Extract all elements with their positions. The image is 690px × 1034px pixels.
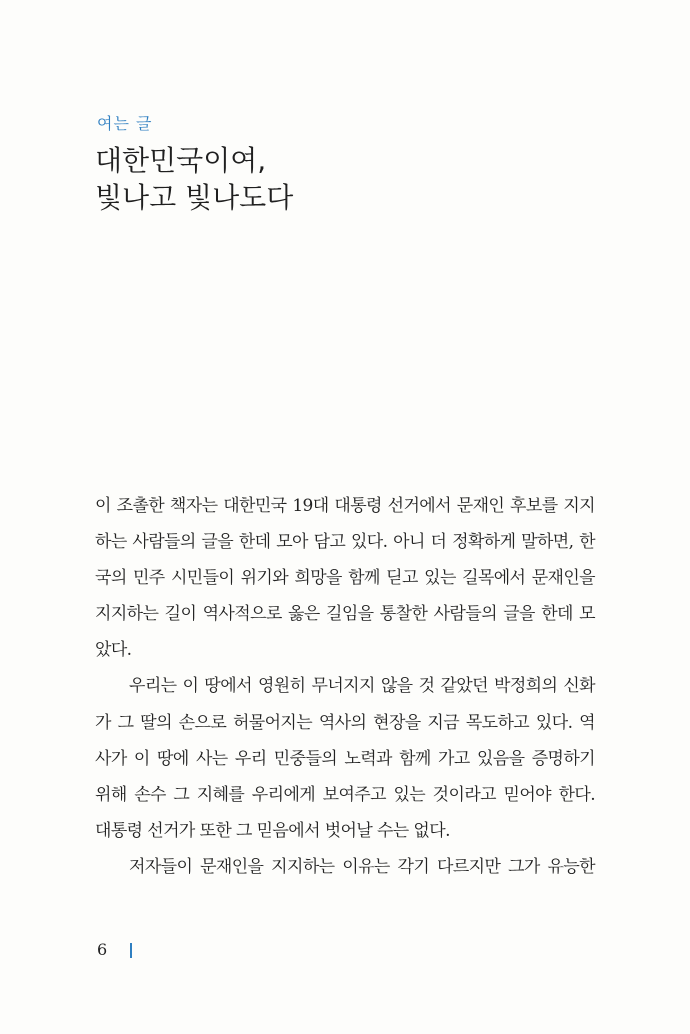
chapter-title <box>95 142 293 216</box>
body-line: 았다. <box>95 640 132 661</box>
body-line: 우리는 이 땅에서 영원히 무너지지 않을 것 같았던 박정희의 신화 <box>129 676 595 697</box>
body-line: 대통령 선거가 또한 그 믿음에서 벗어날 수는 없다. <box>95 820 450 841</box>
chapter-title-line: 대한민국이여, <box>95 144 267 177</box>
page-number: 6 <box>97 940 108 959</box>
body-line: 국의 민주 시민들이 위기와 희망을 함께 딛고 있는 길목에서 문재인을 <box>95 568 595 589</box>
body-line: 사가 이 땅에 사는 우리 민중들의 노력과 함께 가고 있음을 증명하기 <box>95 748 595 769</box>
body-line: 가 그 딸의 손으로 허물어지는 역사의 현장을 지금 목도하고 있다. 역 <box>95 712 595 733</box>
body-line: 하는 사람들의 글을 한데 모아 담고 있다. 아니 더 정확하게 말하면, 한 <box>95 532 595 553</box>
body-line: 저자들이 문재인을 지지하는 이유는 각기 다르지만 그가 유능한 <box>129 856 595 877</box>
body-text <box>95 488 595 885</box>
body-line: 위해 손수 그 지혜를 우리에게 보여주고 있는 것이라고 믿어야 한다. <box>95 784 595 805</box>
body-line: 지지하는 길이 역사적으로 옳은 길임을 통찰한 사람들의 글을 한데 모 <box>95 604 595 625</box>
body-line: 이 조촐한 책자는 대한민국 19대 대통령 선거에서 문재인 후보를 지지 <box>95 496 595 516</box>
section-label: 여는 글 <box>97 114 153 133</box>
page-number-rule <box>130 943 132 958</box>
chapter-title-line: 빛나고 빛나도다 <box>95 181 294 214</box>
